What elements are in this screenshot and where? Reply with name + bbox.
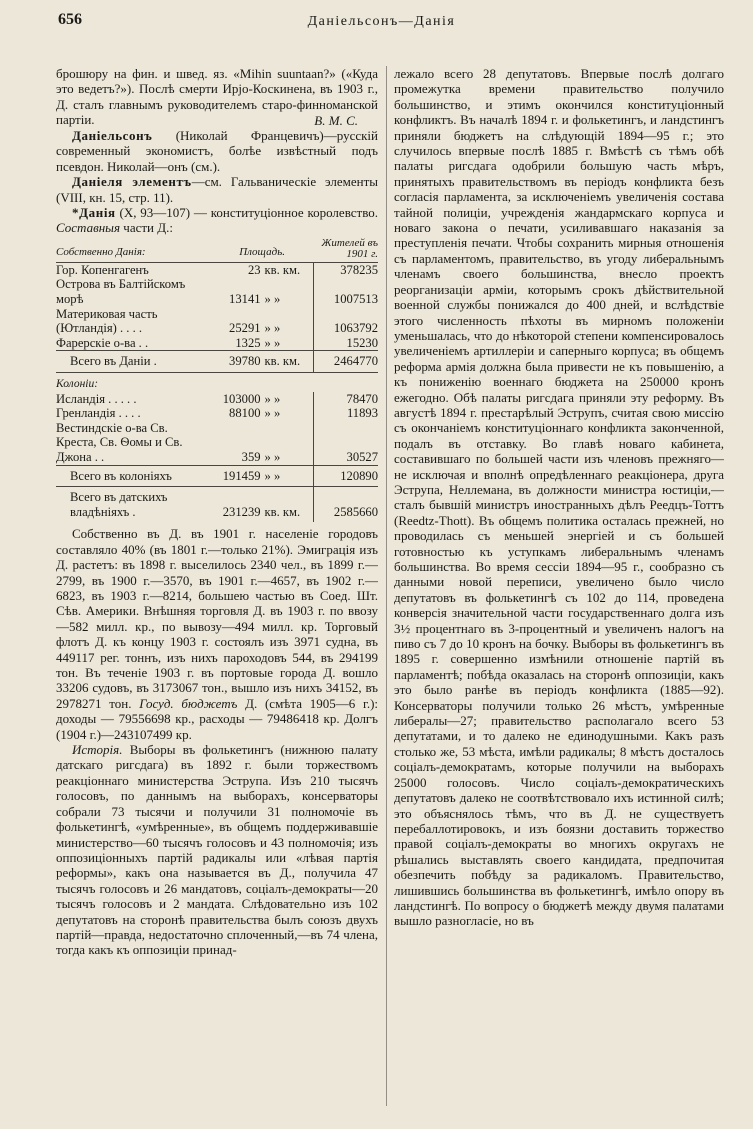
table-row-total-denmark: Всего въ Даніи . 39780 кв. км. 2464770 [56,351,378,373]
paragraph-statistics: Собственно въ Д. въ 1901 г. населеніе городовъ составляло 40% (въ 1801 г.—только 21%). Эмиграція изъ Д. растетъ: въ 1898 г. выселилось 2340 чел., въ 1899 г.—2799, въ 1900 г.—3570, въ 1901 г.—4657, въ 1902 г.—6823, въ 1903 г.—8214, большею частью въ Соед. Шт. Сѣв. Америки. Внѣшняя торговля Д. въ 1903 г. по ввозу—582 милл. кр., по вывозу—494 милл. кр. Торговый флотъ Д. къ концу 1903 г. состоялъ изъ 3971 судна, въ 449117 рег. тоннъ, изъ нихъ пароходовъ 544, въ 294199 тон. Въ теченіе 1903 г. въ портовые города Д. вошло 33206 судовъ, въ 3173067 тон., вышло изъ нихъ 34152, въ 2978271 тон. Госуд. бюджетъ Д. (смѣта 1905—6 г.): доходы — 79556698 кр., расходы — 79486418 кр. Долгъ (1904 г.)—243107499 кр. [56,526,378,742]
table-row: Гренландія . . . . 88100 » » 11893 [56,406,378,421]
paragraph-history: Исторія. Выборы въ фолькетингъ (нижнюю палату датскаго ригсдага) въ 1892 г. были торжествомъ реакціоннаго министерства Эструпа. Изъ 210 тысячъ голосовъ, по даннымъ на выборахъ, консерваторы собрали 73 тысячи и получили 31 полномочіе въ фолькетингѣ, «умѣренные», въ общемъ поддерживавшіе министерство—60 тысячъ голосовъ и 43 полномочія; изъ оппозиціонныхъ партій радикалы или «лѣвая партія реформы», какъ она называется въ Д., получила 47 тысячъ голосовъ и 26 мандатовъ, соціалъ-демократы—20 тысячъ голосовъ и 2 мандата. Слѣдовательно изъ 102 депутатовъ на сторонѣ правительства былъ союзъ двухъ партій—правда, недостаточно сплоченный,—въ 74 члена, тогда какъ къ оппозиціи принад- [56,742,378,958]
table-row-total-colonies: Всего въ колоніяхъ 191459 » » 120890 [56,465,378,487]
page-header [40,12,723,34]
table-row: Вестиндскіе о-ва Св. Креста, Св. Ѳомы и Св. Джона . . 359 » » 30527 [56,420,378,464]
article-denmark: *Данія (X, 93—107) — конституціонное королевство. Составныя части Д.: [56,205,378,236]
article-continuation: брошюру на фин. и швед. яз. «Mihin suuntaan?» («Куда это ведетъ?»). Послѣ смерти Ирjо-Коскинена, въ 1903 г., Д. сталъ главнымъ руководителемъ старо-финноманской партіи. [56,66,378,128]
table-row-grand-total: Всего въ датскихъ владѣніяхъ . 231239 кв. км. 2585660 [56,487,378,523]
table-row: Острова въ Балтійскомъ морѣ 13141 » » 1007513 [56,277,378,307]
paragraph-history-continued: лежало всего 28 депутатовъ. Впервые послѣ долгаго промежутка времени правительство получило большинство, и этимъ окончился конституціонный конфликтъ. Въ началѣ 1894 г. и фолькетингъ, и ландстингъ приняли бюджетъ на слѣдующій 1894—95 г.; это случилось впервые послѣ 1885 г. Вмѣстѣ съ тѣмъ обѣ палаты ригсдага одобрили большую часть мѣръ, принятыхъ правительствомъ въ періодъ конфликта безъ согласія парламента, за исключеніемъ увеличенія состава тайной полиціи, учрежденія жандармскаго корпуса и новаго закона о печати, усиливавшаго наказанія за преступленія печати. Чтобы сохранить мирныя отношенія съ парламентомъ, правительство, въ угоду либеральнымъ членамъ своего большинства, внесло проектъ реорганизаціи арміи, которымъ срокъ дѣйствительной военной службы понижался до 400 дней, и вслѣдствіе этого численность пѣхоты въ мирномъ положеніи уменьшалась, что до нѣкоторой степени компенсировалось увеличеніемъ артиллеріи и саперныго корпуса; въ общемъ реформа армія должна была привести не къ повышенію, а къ пониженію военнаго бюджета на 250000 кронъ ежегодно. Обѣ палаты ригсдага приняли эту реформу. Въ августѣ 1894 г. престарѣлый Эструпъ, считая свою миссію съ окончаніемъ конституціоннаго конфликта законченной, подалъ въ отставку. Во главѣ новаго кабинета, составившаго по большей части изъ членовъ прежняго—не исключая и вполнѣ опредѣленнаго реакціонера, друга Эструпа, Неллемана, въ должности министра юстиціи,—сталъ бывшій министръ иностранныхъ дѣлъ Реедцъ-Тоттъ (Reedtz-Thott). Въ общемъ политика осталась прежней, но проводилась съ меньшей энергіей и съ большей готовностью къ уступкамъ либеральнымъ членамъ большинства. Во время сессіи 1894—95 г., сообразно съ данными новой переписи, увеличено было число депутатовъ въ фолькетингѣ съ 102 до 114, проведена конверсія значительной части государственнаго долга изъ 3½ процентнаго въ 3-процентный и увеличенъ налогъ на пиво съ 7 до 10 кронъ на бочку. Выборы въ фолькетингъ въ 1895 г. совершенно измѣнили отношеніе партій въ парламентѣ; побѣда оказалась на сторонѣ оппозиціи, какъ это было ранѣе въ періодъ конфликта (1885—92). Консерваторы получили только 26 мѣстъ, умѣренные либералы—27; правительство располагало всего 53 депутатами, и то далеко не единодушными. Какъ разъ столько же, 53 мѣста, имѣли радикалы; 8 мѣстъ досталось соціалъ-демократамъ, которые получили на выборахъ 25000 голосовъ. Число соціалъ-демократическихъ депутатовъ далеко не соотвѣтствовало ихъ истинной силѣ; это объяснялось тѣмъ, что въ Д. не существуетъ перебаллотировокъ, и изъ боязни доставить торжество правой соціалъ-демократы во многихъ округахъ не рѣшались выставлять своего кандидата, предпочитая обезпечить побѣду за радикаломъ. Правительство, лишившись большинства въ фолькетингѣ, имѣло опору въ ландстингѣ. По вопросу о бюджетѣ между двумя палатами вышло разногласіе, но въ [394,66,724,929]
table-row: Материковая часть (Ютландія) . . . . 25291 » » 1063792 [56,306,378,336]
column-divider [386,66,387,1106]
left-column [56,66,378,1118]
page-number: 656 [58,11,82,28]
headword: Даніельсонъ [72,128,153,144]
headword: Даніеля элементъ [72,174,192,190]
article-danielson: Даніельсонъ (Николай Францевичъ)—русскій современный экономистъ, болѣе извѣстный подъ псевдон. Николай—онъ (см.). [56,128,378,174]
right-column [394,66,724,1118]
table-header: Собственно Данія: Площадь. Жителей въ 1901 г. [56,238,378,263]
running-head: Даніельсонъ—Данія [307,14,456,29]
table-row: Гор. Копенгагенъ 23 кв. км. 378235 [56,262,378,277]
territory-table [56,238,378,523]
table-subheader-colonies: Колоніи: [56,373,378,392]
headword: *Данія [72,205,116,221]
table-row: Исландія . . . . . 103000 » » 78470 [56,391,378,406]
table-row: Фарерскіе о-ва . . 1325 » » 15230 [56,335,378,350]
article-daniell-cell: Даніеля элементъ—см. Гальваническіе элементы (VIII, кн. 15, стр. 11). [56,174,378,205]
author-signature: В. М. С. [314,112,358,128]
